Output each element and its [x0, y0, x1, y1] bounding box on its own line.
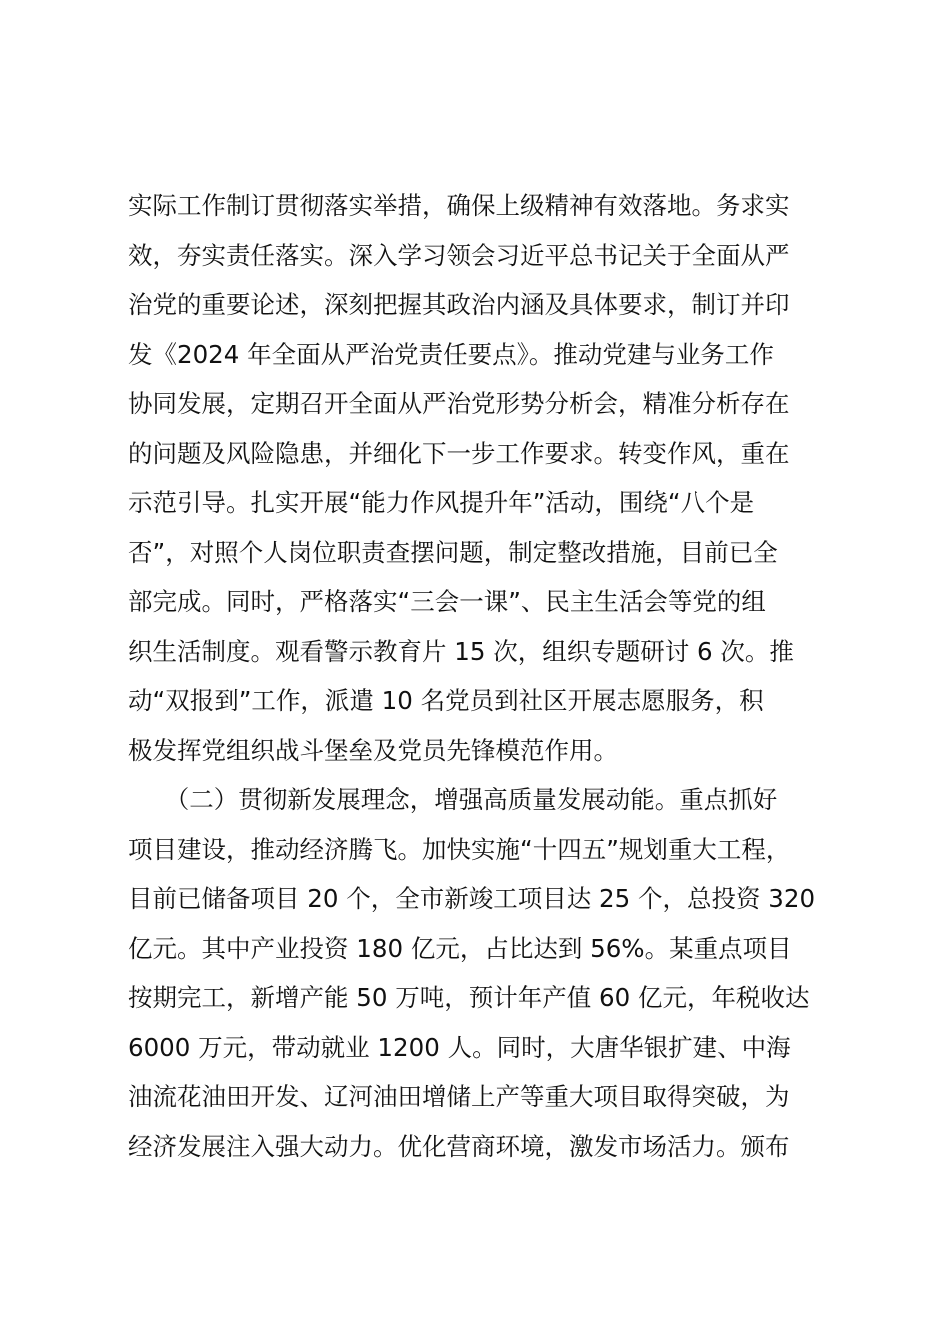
text-line: 项目建设，推动经济腾飞。加快实施“十四五”规划重大工程， — [128, 834, 791, 864]
text-line: 实际工作制订贯彻落实举措，确保上级精神有效落地。务求实 — [128, 191, 790, 220]
text-line: 协同发展，定期召开全面从严治党形势分析会，精准分析存在 — [128, 389, 790, 418]
text-line: 按期完工，新增产能 50 万吨，预计年产值 60 亿元，年税收达 — [128, 983, 810, 1012]
text-line: 亿元。其中产业投资 180 亿元，占比达到 56%。某重点项目 — [128, 933, 792, 963]
text-line: 效，夯实责任落实。深入学习领会习近平总书记关于全面从严 — [128, 240, 790, 270]
text-line: 6000 万元，带动就业 1200 人。同时，大唐华银扩建、中海 — [128, 1032, 791, 1062]
text-line: 动“双报到”工作，派遣 10 名党员到社区开展志愿服务，积 — [128, 686, 764, 715]
text-line: 治党的重要论述，深刻把握其政治内涵及具体要求，制订并印 — [128, 290, 790, 319]
text-line: 织生活制度。观看警示教育片 15 次，组织专题研讨 6 次。推 — [128, 636, 794, 666]
text-line: 部完成。同时，严格落实“三会一课”、民主生活会等党的组 — [128, 587, 766, 616]
text-line: 经济发展注入强大动力。优化营商环境，激发市场活力。颁布 — [128, 1131, 790, 1161]
text-line: 否”，对照个人岗位职责查摆问题，制定整改措施，目前已全 — [128, 537, 778, 567]
text-line: 示范引导。扎实开展“能力作风提升年”活动，围绕“八个是 — [128, 488, 755, 517]
text-line: 发《2024 年全面从严治党责任要点》。推动党建与业务工作 — [128, 339, 774, 369]
text-line: 极发挥党组织战斗堡垒及党员先锋模范作用。 — [128, 735, 618, 765]
section-heading-line: （二）贯彻新发展理念，增强高质量发展动能。重点抓好 — [128, 785, 778, 814]
text-line: 油流花油田开发、辽河油田增储上产等重大项目取得突破，为 — [128, 1082, 790, 1111]
body-text — [128, 181, 838, 1171]
text-line: 的问题及风险隐患，并细化下一步工作要求。转变作风，重在 — [128, 438, 790, 468]
text-line: 目前已储备项目 20 个，全市新竣工项目达 25 个，总投资 320 — [128, 884, 816, 913]
